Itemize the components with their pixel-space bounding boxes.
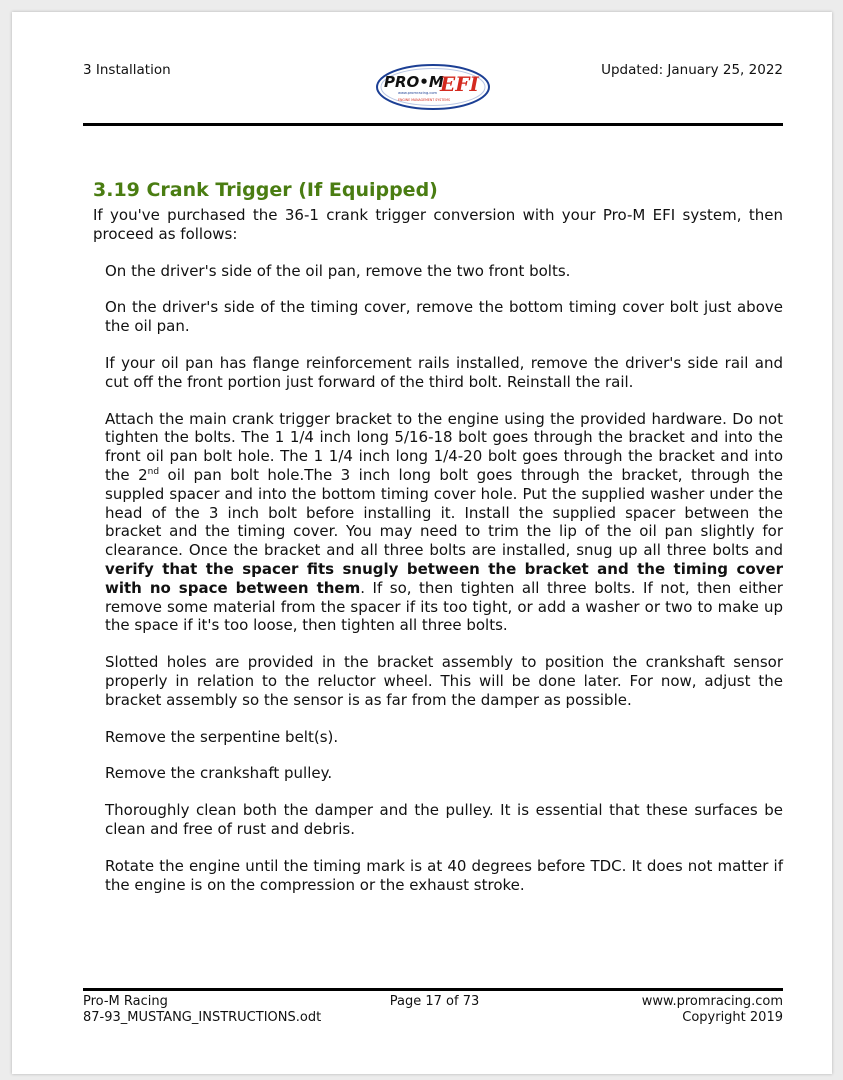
step-4-superscript: nd (147, 466, 160, 477)
step-4-bold-warning: verify that the spacer fits snugly between the bracket and the timing cover with no space between them (105, 559, 783, 597)
step-5: Slotted holes are provided in the bracket assembly to position the crankshaft sensor properly in relation to the reluctor wheel. This will be done later. For now, adjust the bracket assembly so the sensor is as far from the damper as possible. (105, 653, 783, 709)
footer-filename: 87-93_MUSTANG_INSTRUCTIONS.odt (83, 1010, 322, 1025)
step-4-text-a: Attach the main crank trigger bracket to the engine using the provided hardware. Do not tighten the bolts. The 1 1/4 inch long 5/16-18 bolt goes through the bracket and into the front oil pan bolt hole. The 1 1/4 inch long 1/4-20 bolt goes through the bracket and into the 2 (105, 409, 783, 484)
step-6: Remove the serpentine belt(s). (105, 727, 339, 746)
logo-main-text: PRO•M (384, 73, 444, 91)
step-7: Remove the crankshaft pulley. (105, 764, 333, 783)
step-4 (105, 410, 783, 636)
header-section-name: 3 Installation (83, 62, 171, 78)
step-4-text-c: . If so, then tighten all three bolts. If not, then either remove some material from the spacer if its too tight, or add a washer or two to make up the space if it's too loose, then tighten all three bolts. (105, 578, 783, 635)
footer-company: Pro-M Racing (83, 994, 168, 1009)
logo-url-text: www.promracing.com (398, 91, 438, 95)
pro-m-efi-logo (374, 62, 492, 112)
footer-right (642, 994, 783, 1026)
document-page (12, 12, 832, 1074)
document-content (93, 178, 783, 912)
step-9: Rotate the engine until the timing mark is at 40 degrees before TDC. It does not matter if the engine is on the compression or the exhaust stroke. (105, 856, 783, 894)
step-3: If your oil pan has flange reinforcement rails installed, remove the driver's side rail and cut off the front portion just forward of the third bolt. Reinstall the rail. (105, 353, 783, 391)
header-updated-date: Updated: January 25, 2022 (601, 62, 783, 78)
logo-tagline-text: ENGINE MANAGEMENT SYSTEMS (398, 98, 450, 102)
footer-copyright: Copyright 2019 (682, 1010, 783, 1025)
step-4-text-b: oil pan bolt hole.The 3 inch long bolt goes through the bracket, through the suppled spacer and into the bottom timing cover hole. Put the supplied washer under the head of the 3 inch bolt before installing it. Install the supplied spacer between the bracket and the timing cover. You may need to trim the lip of the oil pan slightly for clearance. Once the bracket and all three bolts are installed, snug up all three bolts and (105, 465, 783, 560)
logo-accent-text: EFI (440, 72, 479, 96)
step-2: On the driver's side of the timing cover, remove the bottom timing cover bolt just above the oil pan. (105, 298, 783, 336)
step-1: On the driver's side of the oil pan, remove the two front bolts. (105, 261, 571, 280)
step-8: Thoroughly clean both the damper and the pulley. It is essential that these surfaces be clean and free of rust and debris. (105, 801, 783, 838)
section-intro: If you've purchased the 36-1 crank trigger conversion with your Pro-M EFI system, then proceed as follows: (93, 206, 783, 243)
footer-divider (83, 988, 783, 991)
header-divider (83, 123, 783, 126)
footer-website: www.promracing.com (641, 994, 783, 1009)
footer-page-number: Page 17 of 73 (389, 994, 480, 1009)
section-title: 3.19 Crank Trigger (If Equipped) (93, 179, 438, 201)
